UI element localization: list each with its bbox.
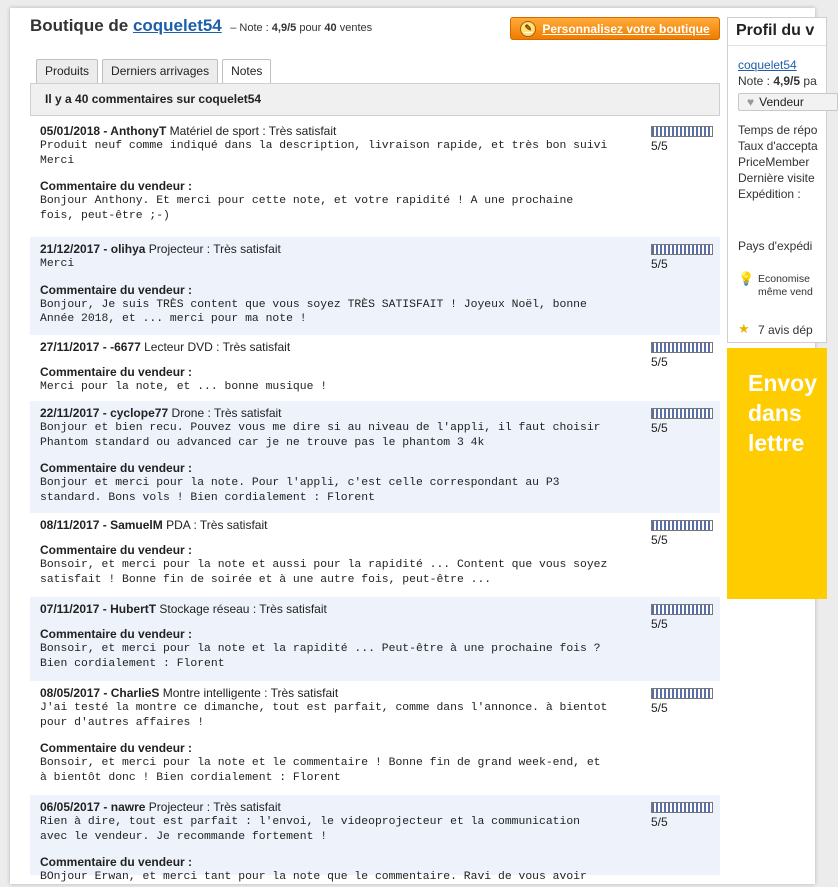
pricemember-since: PriceMember — [738, 155, 810, 169]
score-bar — [651, 604, 713, 615]
review-date: 22/11/2017 — [40, 406, 100, 420]
review-score — [651, 126, 713, 153]
rating-suffix: ventes — [336, 22, 373, 34]
shop-name-link[interactable]: coquelet54 — [132, 16, 222, 35]
rating-value: 4,9/5 — [271, 22, 297, 34]
review-item — [30, 597, 720, 681]
review-product: Stockage réseau : Très satisfait — [159, 602, 327, 616]
review-product: Matériel de sport : Très satisfait — [169, 124, 337, 138]
shipping-label: Expédition : — [738, 187, 801, 201]
review-comment: Rien à dire, tout est parfait : l'envoi, le videoprojecteur et la communication avec le vendeur. Je recommande fortement ! — [40, 816, 581, 843]
review-date: 27/11/2017 — [40, 340, 100, 354]
review-user: cyclope77 — [110, 406, 169, 420]
seller-reply: Bonjour, Je suis TRÈS content que vous soyez TRÈS SATISFAIT ! Joyeux Noël, bonne Année 2018, et ... merci pour ma note ! — [40, 298, 587, 325]
review-item — [30, 513, 720, 597]
promo-banner[interactable] — [727, 348, 827, 599]
seller-reply: Bonsoir, et merci pour la note et le commentaire ! Bonne fin de grand week-end, et à bientôt donc ! Bien cordialement : Florent — [40, 757, 601, 784]
score-bar — [651, 408, 713, 419]
review-separator: - — [100, 242, 111, 256]
review-header — [40, 602, 630, 617]
score-text: 5/5 — [651, 421, 668, 435]
review-item — [30, 119, 720, 237]
seller-reply: Bonsoir, et merci pour la note et la rapidité ... Peut-être à une prochaine fois ? Bien cordialement : Florent — [40, 643, 601, 670]
notes-summary: Il y a 40 commentaires sur coquelet54 — [30, 83, 720, 116]
seller-reply-label: Commentaire du vendeur : — [40, 543, 193, 557]
last-visit: Dernière visite — [738, 171, 815, 185]
review-user: AnthonyT — [110, 124, 167, 138]
acceptance-rate: Taux d'accepta — [738, 139, 818, 153]
star-icon: ★ — [738, 321, 750, 336]
profile-rating-value: 4,9/5 — [773, 74, 801, 88]
seller-reply-label: Commentaire du vendeur : — [40, 282, 193, 297]
review-score — [651, 520, 713, 547]
review-header — [40, 518, 630, 533]
score-text: 5/5 — [651, 257, 668, 271]
review-date: 08/11/2017 — [40, 518, 100, 532]
reviews-list — [30, 119, 720, 883]
review-separator: - — [100, 800, 111, 814]
review-header — [40, 340, 630, 355]
rating-prefix: – Note : — [230, 22, 272, 34]
tab-notes[interactable]: Notes — [222, 59, 271, 84]
review-score — [651, 604, 713, 631]
score-bar — [651, 342, 713, 353]
review-separator: - — [100, 124, 111, 138]
seller-reply-label: Commentaire du vendeur : — [40, 179, 193, 193]
reviews-count: 7 avis dép — [758, 323, 813, 337]
review-item — [30, 681, 720, 795]
review-header — [40, 800, 630, 815]
review-user: CharlieS — [110, 686, 160, 700]
bulb-icon: 💡 — [738, 271, 755, 286]
score-text: 5/5 — [651, 815, 668, 829]
page-header — [30, 16, 372, 40]
review-product: Projecteur : Très satisfait — [148, 242, 281, 256]
score-text: 5/5 — [651, 617, 668, 631]
score-bar — [651, 688, 713, 699]
seller-profile-panel — [727, 17, 827, 343]
review-product: Projecteur : Très satisfait — [148, 800, 281, 814]
seller-button[interactable] — [738, 93, 838, 111]
profile-rating-suffix: pa — [800, 74, 817, 88]
review-user: olihya — [110, 242, 146, 256]
rating-middle: pour — [296, 22, 325, 34]
review-comment: Merci — [40, 258, 75, 270]
score-text: 5/5 — [651, 701, 668, 715]
seller-reply: Bonjour Anthony. Et merci pour cette note, et votre rapidité ! A une prochaine fois, peut-être ;-) — [40, 195, 574, 222]
review-item — [30, 795, 720, 883]
review-item — [30, 335, 720, 401]
tab-produits[interactable]: Produits — [36, 59, 98, 83]
review-score — [651, 244, 713, 271]
review-header — [40, 686, 630, 701]
review-score — [651, 342, 713, 369]
seller-reply-label: Commentaire du vendeur : — [40, 461, 193, 475]
review-product: Drone : Très satisfait — [171, 406, 282, 420]
customize-shop-button[interactable] — [510, 17, 720, 40]
profile-title: Profil du v — [728, 18, 826, 46]
review-score — [651, 408, 713, 435]
review-item — [30, 237, 720, 335]
review-date: 21/12/2017 — [40, 242, 101, 256]
profile-rating-prefix: Note : — [738, 74, 774, 88]
review-score — [651, 802, 713, 829]
review-user: nawre — [110, 800, 146, 814]
title-prefix: Boutique de — [30, 16, 133, 35]
review-comment: J'ai testé la montre ce dimanche, tout est parfait, comme dans l'annonce. à bientot pour d'autres affaires ! — [40, 702, 608, 729]
tip-line-1: Economise — [758, 273, 810, 285]
review-user: HubertT — [110, 602, 157, 616]
score-text: 5/5 — [651, 355, 668, 369]
review-product: Montre intelligente : Très satisfait — [162, 686, 339, 700]
review-date: 08/05/2017 — [40, 686, 101, 700]
shop-rating-summary — [230, 22, 372, 34]
review-date: 07/11/2017 — [40, 602, 100, 616]
review-item — [30, 401, 720, 513]
seller-reply: Bonsoir, et merci pour la note et aussi pour la rapidité ... Content que vous soyez satisfait ! Bonne fin de soirée et à une autre fois, peut-être ... — [40, 559, 608, 586]
seller-reply: BOnjour Erwan, et merci tant pour la note que le commentaire. Ravi de vous avoir — [40, 871, 587, 883]
score-text: 5/5 — [651, 139, 668, 153]
seller-button-label: Vendeur — [759, 95, 804, 109]
heart-icon: ♥ — [747, 95, 755, 109]
review-date: 06/05/2017 — [40, 800, 101, 814]
seller-reply-label: Commentaire du vendeur : — [40, 741, 193, 755]
shop-tabs — [36, 59, 275, 83]
banner-line-1: Envoy — [748, 370, 818, 396]
review-separator: - — [99, 602, 111, 616]
palette-icon: ✎ — [520, 21, 536, 37]
score-text: 5/5 — [651, 533, 668, 547]
review-score — [651, 688, 713, 715]
review-product: Lecteur DVD : Très satisfait — [144, 340, 291, 354]
promo-banner-text — [748, 368, 817, 458]
tab-derniers-arrivages[interactable]: Derniers arrivages — [102, 59, 218, 83]
review-user: -6677 — [110, 340, 141, 354]
page — [10, 8, 818, 884]
review-header — [40, 124, 630, 139]
review-comment: Bonjour et bien recu. Pouvez vous me dire si au niveau de l'appli, il faut choisir Phantom standard ou advanced car je ne trouve pas le phantom 3 4k — [40, 422, 601, 449]
review-user: SamuelM — [110, 518, 163, 532]
review-separator: - — [99, 340, 111, 354]
score-bar — [651, 126, 713, 137]
score-bar — [651, 520, 713, 531]
profile-rating — [738, 74, 817, 88]
review-header — [40, 242, 630, 257]
profile-shop-link[interactable]: coquelet54 — [738, 58, 797, 72]
customize-shop-label: Personnalisez votre boutique — [542, 21, 710, 36]
review-product: PDA : Très satisfait — [166, 518, 268, 532]
review-separator: - — [99, 518, 111, 532]
review-separator: - — [99, 406, 111, 420]
response-time: Temps de répo — [738, 123, 818, 137]
tip-line-2: même vend — [758, 286, 813, 298]
page-title — [30, 16, 222, 35]
ship-country: Pays d'expédi — [738, 239, 813, 253]
seller-reply: Bonjour et merci pour la note. Pour l'appli, c'est celle correspondant au P3 standard. Bons vols ! Bien cordialement : Florent — [40, 477, 560, 504]
review-header — [40, 406, 630, 421]
review-date: 05/01/2018 — [40, 124, 101, 138]
seller-reply-label: Commentaire du vendeur : — [40, 627, 193, 641]
review-comment: Produit neuf comme indiqué dans la description, livraison rapide, et très bon suivi Merci — [40, 140, 608, 167]
score-bar — [651, 244, 713, 255]
banner-line-3: lettre — [748, 430, 805, 456]
review-separator: - — [100, 686, 111, 700]
banner-line-2: dans — [748, 400, 802, 426]
seller-reply-label: Commentaire du vendeur : — [40, 855, 193, 869]
seller-reply-label: Commentaire du vendeur : — [40, 365, 193, 379]
seller-reply: Merci pour la note, et ... bonne musique ! — [40, 381, 328, 393]
sales-count: 40 — [324, 22, 337, 34]
score-bar — [651, 802, 713, 813]
